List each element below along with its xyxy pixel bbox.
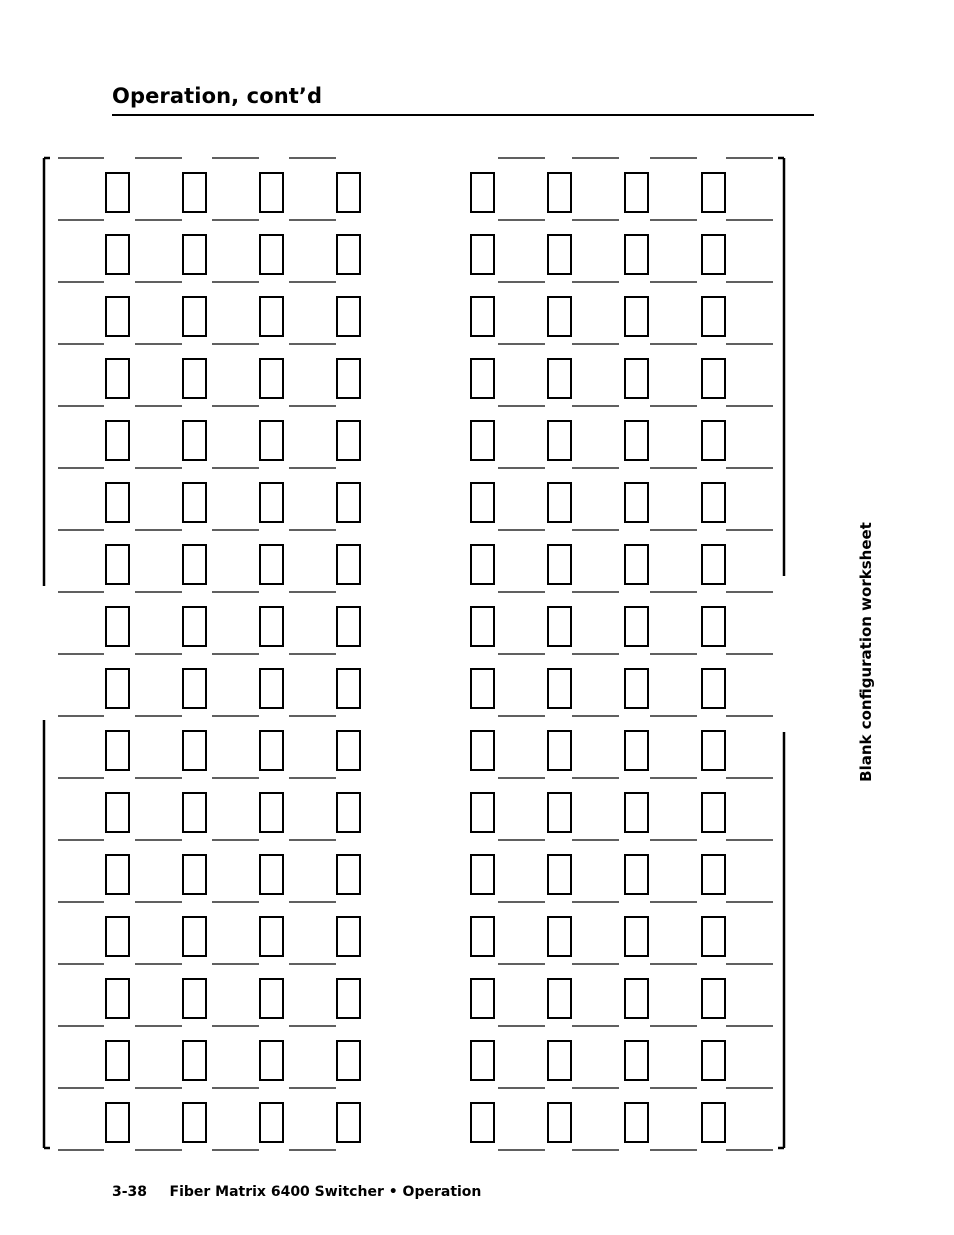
output-box[interactable] xyxy=(260,421,283,460)
output-box[interactable] xyxy=(702,1041,725,1080)
output-box[interactable] xyxy=(548,297,571,336)
output-box[interactable] xyxy=(260,731,283,770)
output-box[interactable] xyxy=(471,421,494,460)
output-box[interactable] xyxy=(471,669,494,708)
output-box[interactable] xyxy=(106,173,129,212)
output-box[interactable] xyxy=(471,793,494,832)
output-box[interactable] xyxy=(337,483,360,522)
output-box[interactable] xyxy=(548,483,571,522)
output-box[interactable] xyxy=(183,1103,206,1142)
output-box[interactable] xyxy=(337,173,360,212)
output-box[interactable] xyxy=(548,855,571,894)
output-box[interactable] xyxy=(625,421,648,460)
output-box[interactable] xyxy=(260,855,283,894)
output-box[interactable] xyxy=(106,979,129,1018)
output-box[interactable] xyxy=(625,545,648,584)
output-box[interactable] xyxy=(702,793,725,832)
output-box[interactable] xyxy=(183,669,206,708)
output-box[interactable] xyxy=(260,607,283,646)
output-box[interactable] xyxy=(183,359,206,398)
output-box[interactable] xyxy=(106,545,129,584)
output-box[interactable] xyxy=(702,235,725,274)
output-box[interactable] xyxy=(702,917,725,956)
output-box[interactable] xyxy=(471,483,494,522)
output-box[interactable] xyxy=(337,793,360,832)
output-box[interactable] xyxy=(702,607,725,646)
output-box[interactable] xyxy=(702,421,725,460)
output-box[interactable] xyxy=(106,359,129,398)
output-box[interactable] xyxy=(106,855,129,894)
output-box[interactable] xyxy=(337,1103,360,1142)
output-box[interactable] xyxy=(625,483,648,522)
output-box[interactable] xyxy=(702,359,725,398)
output-box[interactable] xyxy=(548,545,571,584)
output-box[interactable] xyxy=(106,731,129,770)
output-box[interactable] xyxy=(702,297,725,336)
output-box[interactable] xyxy=(702,669,725,708)
output-box[interactable] xyxy=(106,917,129,956)
output-box[interactable] xyxy=(337,669,360,708)
footer-doc-title: Fiber Matrix 6400 Switcher • Operation xyxy=(169,1184,482,1200)
output-box[interactable] xyxy=(548,917,571,956)
output-box[interactable] xyxy=(260,917,283,956)
output-box[interactable] xyxy=(183,979,206,1018)
page-number: 3-38 xyxy=(112,1184,148,1200)
output-box[interactable] xyxy=(625,793,648,832)
output-box[interactable] xyxy=(471,235,494,274)
output-box[interactable] xyxy=(183,545,206,584)
output-box[interactable] xyxy=(106,1041,129,1080)
output-box[interactable] xyxy=(625,235,648,274)
output-box[interactable] xyxy=(183,917,206,956)
output-box[interactable] xyxy=(702,1103,725,1142)
output-box[interactable] xyxy=(548,235,571,274)
output-box[interactable] xyxy=(471,1103,494,1142)
output-box[interactable] xyxy=(183,607,206,646)
output-box[interactable] xyxy=(548,1103,571,1142)
output-box[interactable] xyxy=(337,359,360,398)
output-box[interactable] xyxy=(548,731,571,770)
output-box[interactable] xyxy=(702,173,725,212)
output-box[interactable] xyxy=(106,607,129,646)
output-box[interactable] xyxy=(337,855,360,894)
output-box[interactable] xyxy=(625,297,648,336)
output-box[interactable] xyxy=(548,173,571,212)
output-box[interactable] xyxy=(260,793,283,832)
output-box[interactable] xyxy=(260,235,283,274)
output-box[interactable] xyxy=(548,421,571,460)
output-box[interactable] xyxy=(471,979,494,1018)
output-box[interactable] xyxy=(260,483,283,522)
output-box[interactable] xyxy=(337,1041,360,1080)
output-box[interactable] xyxy=(471,917,494,956)
output-box[interactable] xyxy=(183,855,206,894)
output-box[interactable] xyxy=(548,979,571,1018)
output-box[interactable] xyxy=(625,855,648,894)
output-box[interactable] xyxy=(337,235,360,274)
output-box[interactable] xyxy=(548,793,571,832)
output-box[interactable] xyxy=(471,545,494,584)
output-box[interactable] xyxy=(625,607,648,646)
output-box[interactable] xyxy=(260,545,283,584)
output-box[interactable] xyxy=(471,297,494,336)
output-box[interactable] xyxy=(106,793,129,832)
output-box[interactable] xyxy=(337,917,360,956)
page-footer xyxy=(112,1184,481,1200)
output-box[interactable] xyxy=(260,1041,283,1080)
output-box[interactable] xyxy=(106,1103,129,1142)
output-box[interactable] xyxy=(106,483,129,522)
output-box[interactable] xyxy=(183,483,206,522)
page-title: Operation, cont’d xyxy=(112,84,323,108)
output-box[interactable] xyxy=(548,607,571,646)
output-box[interactable] xyxy=(260,1103,283,1142)
output-box[interactable] xyxy=(106,421,129,460)
output-box[interactable] xyxy=(702,545,725,584)
output-box[interactable] xyxy=(625,917,648,956)
output-box[interactable] xyxy=(702,731,725,770)
output-box[interactable] xyxy=(702,979,725,1018)
output-box[interactable] xyxy=(183,1041,206,1080)
output-box[interactable] xyxy=(260,297,283,336)
output-box[interactable] xyxy=(702,855,725,894)
output-box[interactable] xyxy=(625,1103,648,1142)
output-box[interactable] xyxy=(471,855,494,894)
output-box[interactable] xyxy=(183,173,206,212)
output-box[interactable] xyxy=(337,979,360,1018)
output-box[interactable] xyxy=(260,669,283,708)
output-box[interactable] xyxy=(260,359,283,398)
output-box[interactable] xyxy=(625,1041,648,1080)
output-box[interactable] xyxy=(625,359,648,398)
output-box[interactable] xyxy=(183,235,206,274)
output-box[interactable] xyxy=(183,731,206,770)
output-box[interactable] xyxy=(106,669,129,708)
output-box[interactable] xyxy=(106,297,129,336)
output-box[interactable] xyxy=(471,359,494,398)
output-box[interactable] xyxy=(625,731,648,770)
output-box[interactable] xyxy=(471,1041,494,1080)
output-box[interactable] xyxy=(548,669,571,708)
output-box[interactable] xyxy=(260,979,283,1018)
output-box[interactable] xyxy=(702,483,725,522)
output-box[interactable] xyxy=(625,669,648,708)
output-box[interactable] xyxy=(183,793,206,832)
output-box[interactable] xyxy=(548,359,571,398)
output-box[interactable] xyxy=(337,297,360,336)
output-box[interactable] xyxy=(471,731,494,770)
output-box[interactable] xyxy=(337,421,360,460)
output-box[interactable] xyxy=(183,421,206,460)
output-box[interactable] xyxy=(337,545,360,584)
output-box[interactable] xyxy=(471,173,494,212)
output-box[interactable] xyxy=(337,731,360,770)
output-box[interactable] xyxy=(548,1041,571,1080)
output-box[interactable] xyxy=(183,297,206,336)
output-box[interactable] xyxy=(106,235,129,274)
output-box[interactable] xyxy=(337,607,360,646)
output-box[interactable] xyxy=(260,173,283,212)
side-tab-label: Blank configuration worksheet xyxy=(857,522,875,782)
output-box[interactable] xyxy=(625,173,648,212)
output-box[interactable] xyxy=(471,607,494,646)
output-box[interactable] xyxy=(625,979,648,1018)
